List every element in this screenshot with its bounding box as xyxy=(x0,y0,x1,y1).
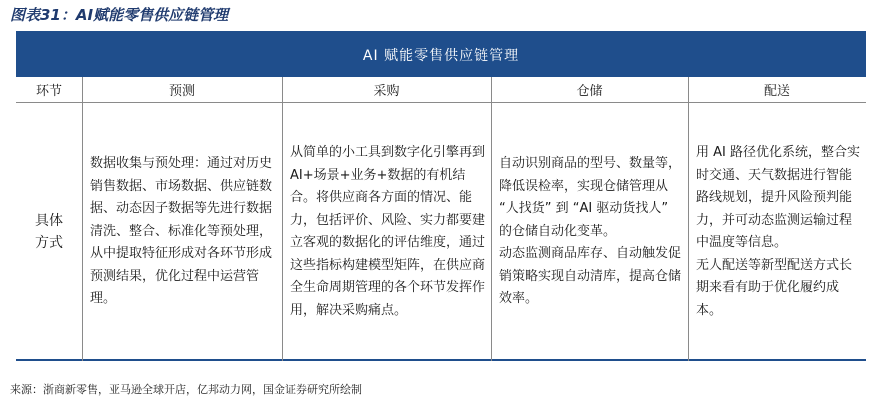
delivery-text-2: 无人配送等新型配送方式长期来看有助于优化履约成本。 xyxy=(696,257,853,318)
forecast-text: 数据收集与预处理：通过对历史销售数据、市场数据、供应链数据、动态因子数据等先进行数据清洗、整合、标准化等预处理，从中提取特征形成对各环节形成预测结果，优化过程中运营管理。 xyxy=(90,156,273,307)
warehousing-text-1: 自动识别商品的型号、数量等，降低误检率，实现仓储管理从 “人找货” 到 “AI 驱动货找人” 的仓储自动化变革。 xyxy=(499,156,682,239)
procurement-text: 从简单的小工具到数字化引擎再到AI+场景+业务+数据的有机结合。将供应商各方面的情况、能力，包括评价、风险、实力都要建立客观的数据化的评估维度，通过这些指标构建模型矩阵，在供应商全生命周期管理的各个环节发挥作用，解决采购痛点。 xyxy=(290,145,486,318)
supply-chain-table xyxy=(16,31,866,361)
header-warehousing: 仓储 xyxy=(491,77,688,103)
cell-procurement xyxy=(282,103,491,361)
header-procurement: 采购 xyxy=(282,77,491,103)
header-delivery: 配送 xyxy=(688,77,866,103)
figure-title: 图表31：AI赋能零售供应链管理 xyxy=(10,6,229,24)
cell-warehousing xyxy=(491,103,688,361)
cell-forecast xyxy=(82,103,282,361)
table-banner: AI 赋能零售供应链管理 xyxy=(16,33,866,77)
warehousing-text-2: 动态监测商品库存、自动触发促销策略实现自动清库，提高仓储效率。 xyxy=(499,246,682,307)
header-forecast: 预测 xyxy=(82,77,282,103)
delivery-text-1: 用 AI 路径优化系统，整合实时交通、天气数据进行智能路线规划，提升风险预判能力，并可动态监测运输过程中温度等信息。 xyxy=(696,145,860,250)
row-label-method xyxy=(16,103,82,361)
header-stage: 环节 xyxy=(16,77,82,103)
row-label-text: 具体方式 xyxy=(34,213,63,251)
cell-delivery xyxy=(688,103,866,361)
source-note: 来源：浙商新零售，亚马逊全球开店，亿邦动力网，国金证券研究所绘制 xyxy=(10,383,362,396)
